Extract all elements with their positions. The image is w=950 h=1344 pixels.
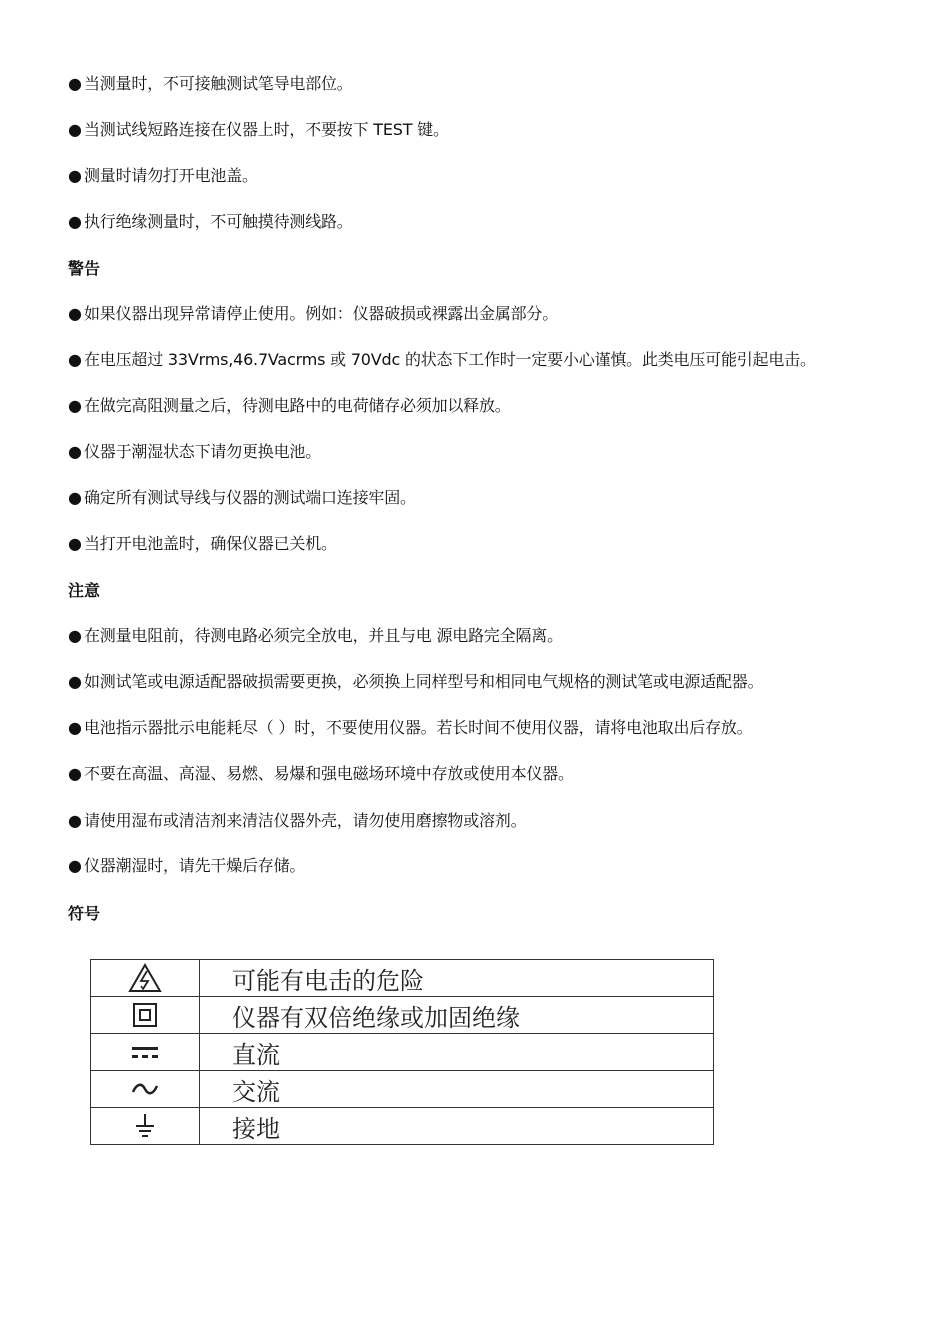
caution-item [68, 856, 305, 876]
symbol-cell [91, 960, 200, 997]
symbol-cell [91, 1108, 200, 1145]
symbol-label: 仪器有双倍绝缘或加固绝缘 [200, 997, 714, 1034]
safety-text: 执行绝缘测量时，不可触摸待测线路。 [84, 212, 353, 231]
table-row [91, 1071, 714, 1108]
bullet: ● [68, 856, 82, 875]
caution-text: 电池指示器批示电能耗尽（ ）时，不要使用仪器。若长时间不使用仪器，请将电池取出后存放。 [84, 718, 753, 737]
bullet: ● [68, 811, 82, 830]
symbol-cell [91, 1034, 200, 1071]
bullet: ● [68, 442, 82, 461]
caution-item [68, 811, 526, 831]
caution-item [68, 626, 563, 646]
warning-item [68, 350, 816, 370]
dc-icon [130, 1043, 160, 1061]
caution-item [68, 764, 574, 784]
bullet: ● [68, 396, 82, 415]
bullet: ● [68, 718, 82, 737]
bullet: ● [68, 764, 82, 783]
double-insulation-icon [132, 1002, 158, 1028]
caution-heading: 注意 [68, 581, 101, 600]
warning-item [68, 534, 337, 554]
symbols-table [90, 959, 714, 1145]
symbol-cell [91, 997, 200, 1034]
bullet: ● [68, 120, 82, 139]
ac-icon [130, 1080, 160, 1098]
symbol-label: 接地 [200, 1108, 714, 1145]
caution-text: 仪器潮湿时，请先干燥后存储。 [84, 856, 306, 875]
caution-item [68, 672, 763, 692]
safety-item [68, 212, 353, 232]
safety-item [68, 120, 449, 140]
caution-text: 不要在高温、高湿、易燃、易爆和强电磁场环境中存放或使用本仪器。 [84, 764, 574, 783]
warning-text: 当打开电池盖时，确保仪器已关机。 [84, 534, 337, 553]
warning-text: 仪器于潮湿状态下请勿更换电池。 [84, 442, 322, 461]
caution-text: 请使用湿布或清洁剂来清洁仪器外壳，请勿使用磨擦物或溶剂。 [84, 811, 527, 830]
bullet: ● [68, 212, 82, 231]
table-row [91, 1034, 714, 1071]
table-row [91, 1108, 714, 1145]
safety-item [68, 74, 353, 94]
warning-text: 在电压超过 33Vrms,46.7Vacrms 或 70Vdc 的状态下工作时一定要小心谨慎。此类电压可能引起电击。 [84, 350, 816, 369]
caution-text: 在测量电阻前，待测电路必须完全放电，并且与电 源电路完全隔离。 [84, 626, 563, 645]
table-row [91, 960, 714, 997]
bullet: ● [68, 166, 82, 185]
bullet: ● [68, 304, 82, 323]
safety-text: 当测试线短路连接在仪器上时，不要按下 TEST 键。 [84, 120, 449, 139]
bullet: ● [68, 350, 82, 369]
warning-item [68, 396, 511, 416]
bullet: ● [68, 626, 82, 645]
symbol-label: 直流 [200, 1034, 714, 1071]
safety-text: 测量时请勿打开电池盖。 [84, 166, 258, 185]
bullet: ● [68, 672, 82, 691]
bullet: ● [68, 74, 82, 93]
warning-heading: 警告 [68, 259, 101, 278]
warning-text: 确定所有测试导线与仪器的测试端口连接牢固。 [84, 488, 416, 507]
caution-text: 如测试笔或电源适配器破损需要更换，必须换上同样型号和相同电气规格的测试笔或电源适配器。 [84, 672, 764, 691]
symbols-heading: 符号 [68, 904, 101, 923]
symbol-cell [91, 1071, 200, 1108]
bullet: ● [68, 534, 82, 553]
ground-icon [133, 1112, 157, 1140]
shock-warning-icon [128, 963, 162, 993]
symbol-label: 交流 [200, 1071, 714, 1108]
symbol-label: 可能有电击的危险 [200, 960, 714, 997]
caution-item [68, 718, 753, 738]
safety-item [68, 166, 258, 186]
warning-text: 如果仪器出现异常请停止使用。例如：仪器破损或裸露出金属部分。 [84, 304, 559, 323]
warning-text: 在做完高阻测量之后，待测电路中的电荷储存必须加以释放。 [84, 396, 511, 415]
table-row [91, 997, 714, 1034]
safety-text: 当测量时，不可接触测试笔导电部位。 [84, 74, 353, 93]
warning-item [68, 442, 321, 462]
warning-item [68, 304, 558, 324]
bullet: ● [68, 488, 82, 507]
warning-item [68, 488, 416, 508]
